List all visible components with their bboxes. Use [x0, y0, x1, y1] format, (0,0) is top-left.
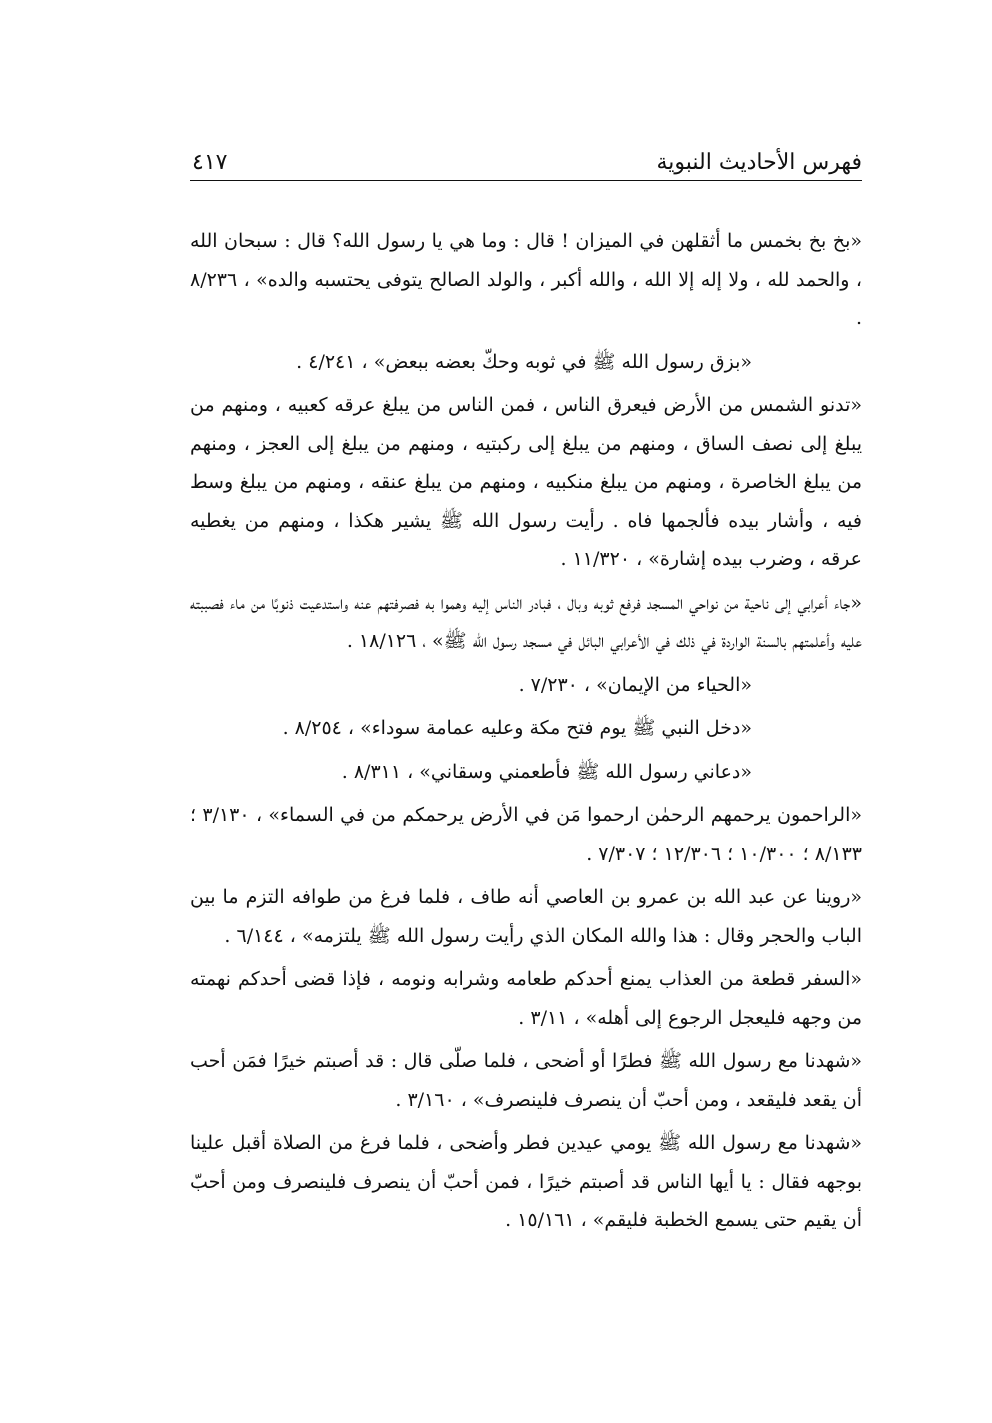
hadith-entry: «الراحمون يرحمهم الرحمٰن ارحموا مَن في الأرض يرحمكم من في السماء» ، ٣/١٣٠ ؛ ٨/١٣٣ ؛ ١٠/٣٠٠ ؛ ١٢/٣٠٦ ؛ ٧/٣٠٧ .: [190, 804, 862, 865]
hadith-entry: «بزق رسول الله ﷺ في ثوبه وحكّ بعضه ببعض» ، ٤/٢٤١ .: [296, 350, 752, 373]
hadith-entry: «شهدنا مع رسول الله ﷺ فطرًا أو أضحى ، فلما صلّى قال : قد أصبتم خيرًا فمَن أحب أن يقعد فليقعد ، ومن أحبّ أن ينصرف فلينصرف» ، ٣/١٦٠ .: [190, 1050, 862, 1111]
hadith-entry: «دخل النبي ﷺ يوم فتح مكة وعليه عمامة سوداء» ، ٨/٢٥٤ .: [282, 717, 752, 739]
page-header: [190, 150, 862, 181]
hadith-entry: «جاء أعرابي إلى ناحية من نواحي المسجد فرفع ثوبه وبال ، فبادر الناس إليه وهموا به فصرفتهم عنه واستدعيت ذنوبًا من ماء فصببته عليه وأعلمتهم بالسنة الواردة في ذلك في الأعرابي البائل في مسجد رسول الله ﷺ» ، ١٨/١٢٦ .: [190, 591, 862, 652]
hadith-entry: «السفر قطعة من العذاب يمنع أحدكم طعامه وشرابه ونومه ، فإذا قضى أحدكم نهمته من وجهه فليعجل الرجوع إلى أهله» ، ٣/١١ .: [190, 968, 862, 1029]
page-number: ٤١٧: [192, 150, 228, 175]
running-title: فهرس الأحاديث النبوية: [656, 150, 862, 175]
hadith-entry: «روينا عن عبد الله بن عمرو بن العاصي أنه طاف ، فلما فرغ من طوافه التزم ما بين الباب والحجر وقال : هذا والله المكان الذي رأيت رسول الله ﷺ يلتزمه» ، ٦/١٤٤ .: [190, 886, 862, 947]
hadith-entry: «الحياء من الإيمان» ، ٧/٢٣٠ .: [518, 673, 752, 696]
hadith-entry: «شهدنا مع رسول الله ﷺ يومي عيدين فطر وأضحى ، فلما فرغ من الصلاة أقبل علينا بوجهه فقال : يا أيها الناس قد أصبتم خيرًا ، فمن أحبّ أن ينصرف فلينصرف ومن أحبّ أن يقيم حتى يسمع الخطبة فليقم» ، ١٥/١٦١ .: [190, 1132, 862, 1231]
hadith-index-list: [190, 222, 862, 1245]
hadith-entry: «بخ بخ بخمس ما أثقلهن في الميزان ! قال : وما هي يا رسول الله؟ قال : سبحان الله ، والحمد لله ، ولا إله إلا الله ، والله أكبر ، والولد الصالح يتوفى يحتسبه والده» ، ٨/٢٣٦ .: [190, 230, 862, 329]
hadith-entry: «تدنو الشمس من الأرض فيعرق الناس ، فمن الناس من يبلغ عرقه كعبيه ، ومنهم من يبلغ إلى نصف الساق ، ومنهم من يبلغ إلى ركبتيه ، ومنهم من يبلغ إلى العجز ، ومنهم من يبلغ الخاصرة ، ومنهم من يبلغ منكبيه ، ومنهم من يبلغ عنقه ، ومنهم من يبلغ وسط فيه ، وأشار بيده فألجمها فاه . رأيت رسول الله ﷺ يشير هكذا ، ومنهم من يغطيه عرقه ، وضرب بيده إشارة» ، ١١/٣٢٠ .: [190, 394, 862, 570]
hadith-entry: «دعاني رسول الله ﷺ فأطعمني وسقاني» ، ٨/٣١١ .: [341, 760, 752, 783]
